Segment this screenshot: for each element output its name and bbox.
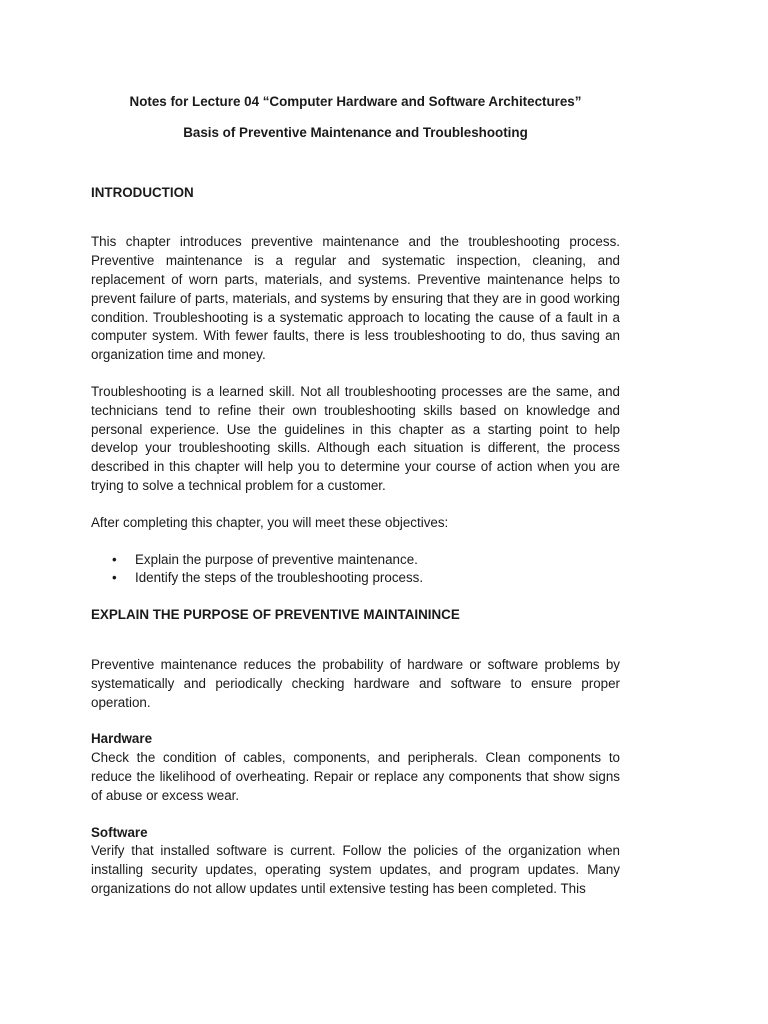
bullet-icon: • <box>112 551 117 567</box>
document-title: Notes for Lecture 04 “Computer Hardware and Software Architectures” <box>129 94 582 109</box>
hardware-heading: Hardware <box>91 731 153 747</box>
hardware-paragraph: Check the condition of cables, components, and peripherals. Clean components to reduce the likelihood of overheating. Repair or replace any components that show signs of abuse or excess wear. <box>91 750 620 803</box>
bullet-icon: • <box>112 570 117 586</box>
introduction-heading: INTRODUCTION <box>91 184 194 200</box>
introduction-paragraph-1: This chapter introduces preventive maintenance and the troubleshooting process. Preventive maintenance is a regular and systematic inspection, cleaning, and replacement of worn parts, materials, and systems. Preventive maintenance helps to prevent failure of parts, materials, and systems by ensuring that they are in good working condition. Troubleshooting is a systematic approach to locating the cause of a fault in a computer system. With fewer faults, there is less troubleshooting to do, thus saving an organization time and money. <box>91 234 620 363</box>
preventive-maintenance-heading: EXPLAIN THE PURPOSE OF PREVENTIVE MAINTAININCE <box>91 607 460 623</box>
objective-item <box>91 569 620 588</box>
introduction-paragraph-2: Troubleshooting is a learned skill. Not all troubleshooting processes are the same, and technicians tend to refine their own troubleshooting skills based on knowledge and personal experience. Use the guidelines in this chapter as a starting point to help develop your troubleshooting skills. Although each situation is different, the process described in this chapter will help you to determine your course of action when you are trying to solve a technical problem for a customer. <box>91 383 620 493</box>
software-heading: Software <box>91 824 148 840</box>
document-subtitle: Basis of Preventive Maintenance and Troubleshooting <box>183 124 528 140</box>
objectives-list <box>91 551 620 589</box>
document-page <box>91 93 620 917</box>
software-paragraph: Verify that installed software is current. Follow the policies of the organization when installing security updates, operating system updates, and program updates. Many organizations do not allow updates until extensive testing has been completed. This <box>91 843 620 896</box>
objectives-intro: After completing this chapter, you will meet these objectives: <box>91 514 449 530</box>
preventive-maintenance-paragraph: Preventive maintenance reduces the probability of hardware or software problems by systematically and periodically checking hardware and software to ensure proper operation. <box>91 656 620 710</box>
objective-text: Explain the purpose of preventive maintenance. <box>135 551 418 567</box>
objective-item <box>91 551 620 570</box>
objective-text: Identify the steps of the troubleshooting process. <box>135 570 424 586</box>
